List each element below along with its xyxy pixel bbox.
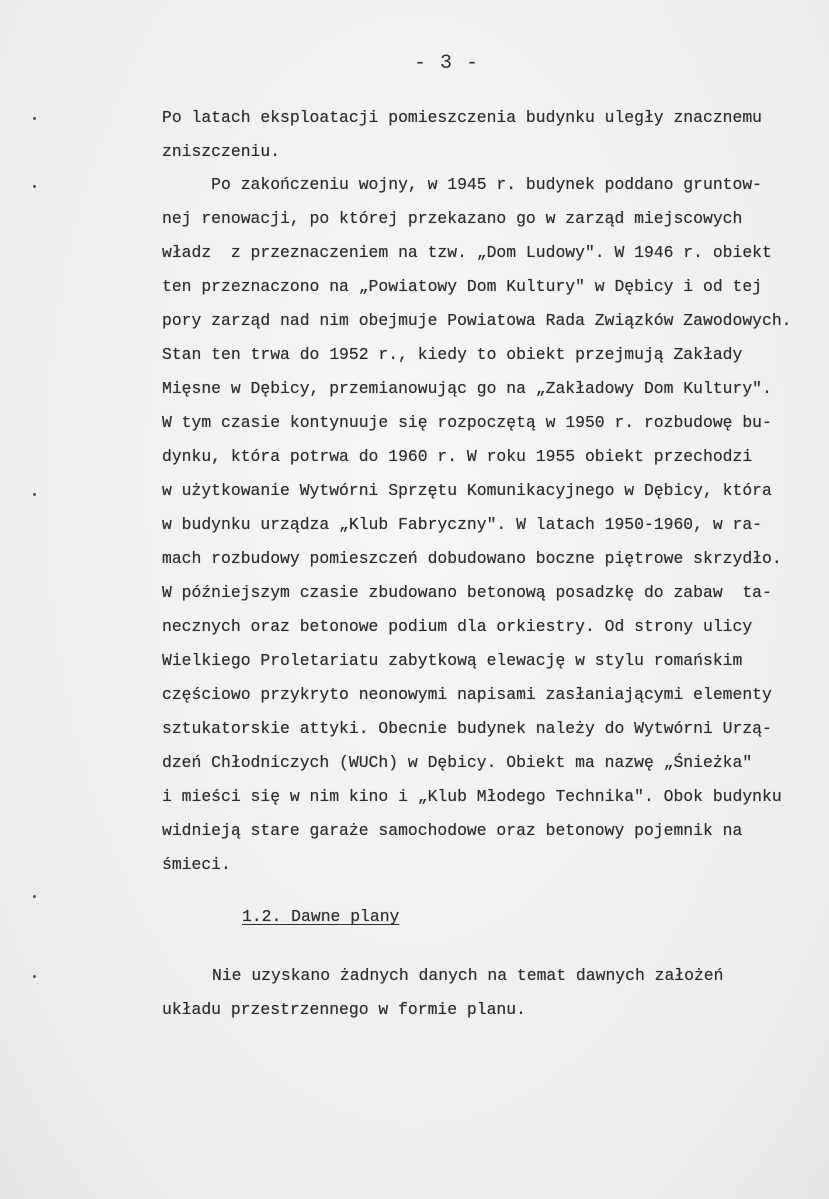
body-line: Po zakończeniu wojny, w 1945 r. budynek poddano gruntow- [162,175,762,194]
section-line: układu przestrzennego w formie planu. [162,1000,526,1019]
body-line: nej renowacji, po której przekazano go w zarząd miejscowych [162,209,743,228]
section-heading: 1.2. Dawne plany [242,907,400,926]
margin-mark [33,185,36,188]
body-line: Stan ten trwa do 1952 r., kiedy to obiekt przejmują Zakłady [162,345,743,364]
body-line: w użytkowanie Wytwórni Sprzętu Komunikacyjnego w Dębicy, która [162,481,772,500]
body-line: ten przeznaczono na „Powiatowy Dom Kultury" w Dębicy i od tej [162,277,762,296]
body-line: śmieci. [162,855,231,874]
section-line: Nie uzyskano żadnych danych na temat dawnych założeń [212,966,724,985]
body-line: necznych oraz betonowe podium dla orkiestry. Od strony ulicy [162,617,753,636]
body-line: widnieją stare garaże samochodowe oraz betonowy pojemnik na [162,821,743,840]
margin-mark [33,117,36,120]
body-line: w budynku urządza „Klub Fabryczny". W latach 1950-1960, w ra- [162,515,762,534]
body-line: Po latach eksploatacji pomieszczenia budynku uległy znacznemu [162,108,762,127]
body-line: dzeń Chłodniczych (WUCh) w Dębicy. Obiekt ma nazwę „Śnieżka" [162,753,753,772]
page-number: - 3 - [414,52,480,75]
body-line: sztukatorskie attyki. Obecnie budynek należy do Wytwórni Urzą- [162,719,772,738]
body-line: dynku, która potrwa do 1960 r. W roku 1955 obiekt przechodzi [162,447,753,466]
body-line: zniszczeniu. [162,142,281,161]
body-line: władz z przeznaczeniem na tzw. „Dom Ludowy". W 1946 r. obiekt [162,243,772,262]
margin-mark [33,975,36,978]
body-line: pory zarząd nad nim obejmuje Powiatowa Rada Związków Zawodowych. [162,311,792,330]
margin-mark [33,895,36,898]
body-line: częściowo przykryto neonowymi napisami zasłaniającymi elementy [162,685,772,704]
body-line: W późniejszym czasie zbudowano betonową posadzkę do zabaw ta- [162,583,772,602]
body-line: mach rozbudowy pomieszczeń dobudowano boczne piętrowe skrzydło. [162,549,782,568]
body-line: W tym czasie kontynuuje się rozpoczętą w 1950 r. rozbudowę bu- [162,413,772,432]
margin-mark [33,493,36,496]
body-line: Mięsne w Dębicy, przemianowując go na „Zakładowy Dom Kultury". [162,379,772,398]
body-line: Wielkiego Proletariatu zabytkową elewację w stylu romańskim [162,651,743,670]
body-line: i mieści się w nim kino i „Klub Młodego Technika". Obok budynku [162,787,782,806]
